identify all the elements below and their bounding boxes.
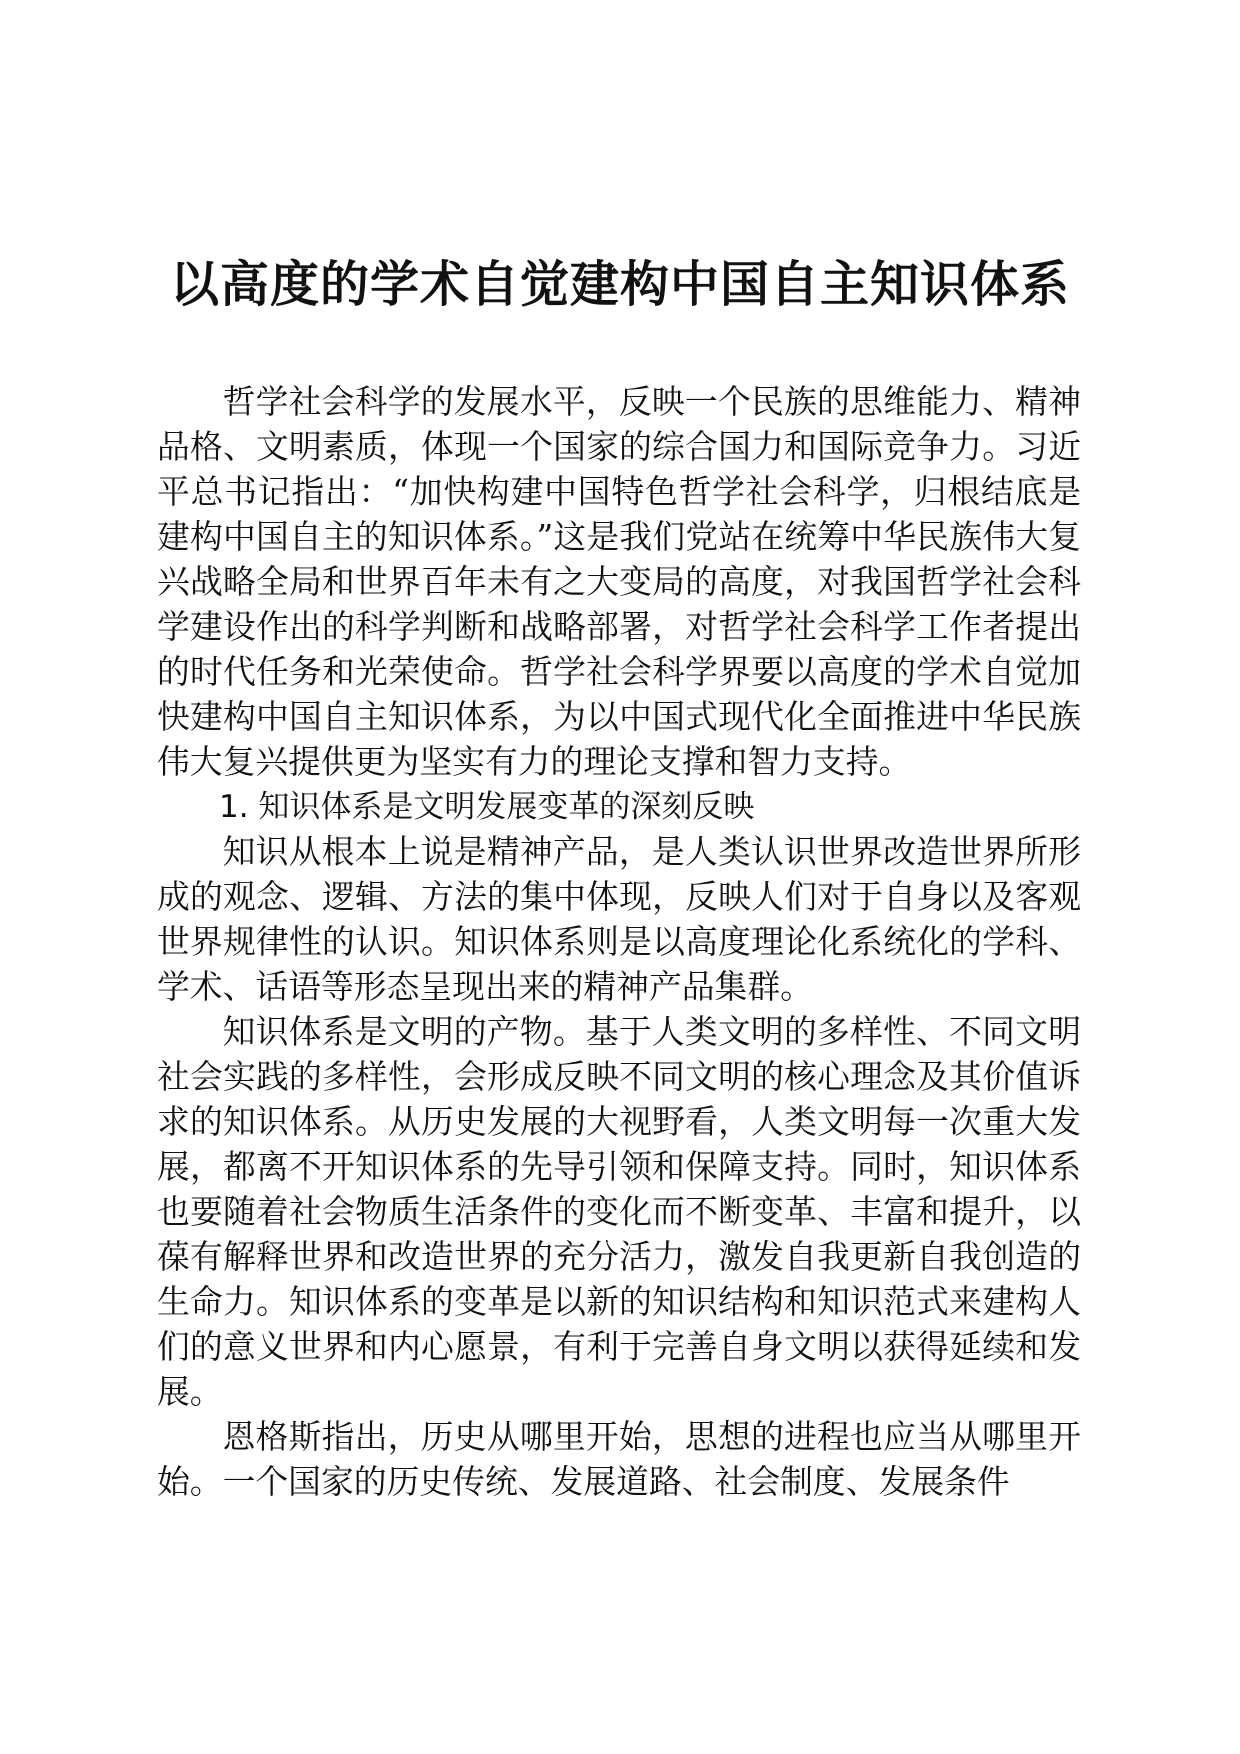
- section-heading: 1. 知识体系是文明发展变革的深刻反映: [219, 789, 755, 825]
- paragraph-civilization: 知识体系是文明的产物。基于人类文明的多样性、不同文明社会实践的多样性，会形成反映不同文明的核心理念及其价值诉求的知识体系。从历史发展的大视野看，人类文明每一次重大发展，都离不开知识体系的先导引领和保障支持。同时，知识体系也要随着社会物质生活条件的变化而不断变革、丰富和提升，以葆有解释世界和改造世界的充分活力，激发自我更新自我创造的生命力。知识体系的变革是以新的知识结构和知识范式来建构人们的意义世界和内心愿景，有利于完善自身文明以获得延续和发展。: [157, 1013, 1081, 1411]
- paragraph-knowledge-definition: 知识从根本上说是精神产品，是人类认识世界改造世界所形成的观念、逻辑、方法的集中体现，反映人们对于自身以及客观世界规律性的认识。知识体系则是以高度理论化系统化的学科、学术、话语等形态呈现出来的精神产品集群。: [157, 833, 1081, 1006]
- paragraph-intro: 哲学社会科学的发展水平，反映一个民族的思维能力、精神品格、文明素质，体现一个国家的综合国力和国际竞争力。习近平总书记指出：“加快构建中国特色哲学社会科学，归根结底是建构中国自主的知识体系。”这是我们党站在统筹中华民族伟大复兴战略全局和世界百年未有之大变局的高度，对我国哲学社会科学建设作出的科学判断和战略部署，对哲学社会科学工作者提出的时代任务和光荣使命。哲学社会科学界要以高度的学术自觉加快建构中国自主知识体系，为以中国式现代化全面推进中华民族伟大复兴提供更为坚实有力的理论支撑和智力支持。: [157, 383, 1081, 781]
- document-body: [157, 380, 1081, 1505]
- document-title: 以高度的学术自觉建构中国自主知识体系: [169, 255, 1070, 313]
- paragraph-engels: 恩格斯指出，历史从哪里开始，思想的进程也应当从哪里开始。一个国家的历史传统、发展道路、社会制度、发展条件: [157, 1418, 1081, 1501]
